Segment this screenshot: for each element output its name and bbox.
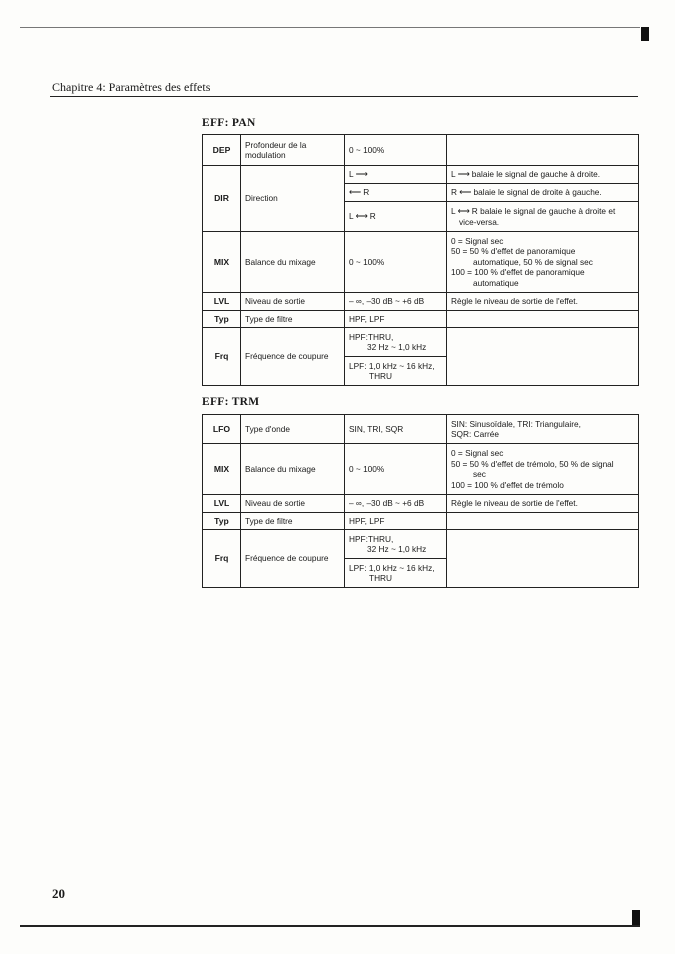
param-abbr: Frq [203,530,241,588]
param-name: Profondeur de la modulation [241,135,345,166]
param-desc: 0 = Signal sec 50 = 50 % d'effet de panoramique automatique, 50 % de signal sec 100 = 100 % d'effet de panoramique automatique [447,232,639,293]
param-range: LPF: 1,0 kHz ~ 16 kHz, THRU [345,357,447,386]
bottom-rule [20,925,640,927]
table-row [203,311,639,328]
param-range: L ⟶ [345,166,447,184]
param-name: Niveau de sortie [241,293,345,311]
table-row [203,166,639,184]
param-range: 0 ~ 100% [345,232,447,293]
param-abbr: DEP [203,135,241,166]
table-row [203,293,639,311]
param-name: Type d'onde [241,415,345,444]
table-row [203,232,639,293]
table-row [203,135,639,166]
param-desc [447,135,639,166]
trm-parameter-table [202,414,639,588]
param-range: L ⟷ R [345,202,447,232]
param-name: Balance du mixage [241,444,345,495]
param-desc [447,513,639,530]
param-range: 0 ~ 100% [345,444,447,495]
table-row [203,530,639,559]
param-name: Fréquence de coupure [241,328,345,386]
param-desc: L ⟶ balaie le signal de gauche à droite. [447,166,639,184]
param-abbr: DIR [203,166,241,232]
top-corner-mark [641,27,649,41]
param-range: 0 ~ 100% [345,135,447,166]
param-name: Direction [241,166,345,232]
param-range: HPF, LPF [345,513,447,530]
param-range: HPF, LPF [345,311,447,328]
bottom-corner-mark [632,910,640,926]
param-range: SIN, TRI, SQR [345,415,447,444]
param-abbr: Frq [203,328,241,386]
param-range: ⟵ R [345,184,447,202]
param-desc [447,530,639,588]
param-desc [447,328,639,386]
param-range: LPF: 1,0 kHz ~ 16 kHz, THRU [345,559,447,588]
table-row [203,328,639,357]
param-name: Type de filtre [241,311,345,328]
param-desc: R ⟵ balaie le signal de droite à gauche. [447,184,639,202]
param-abbr: LVL [203,495,241,513]
chapter-rule [50,96,638,97]
param-abbr: MIX [203,232,241,293]
page-number: 20 [52,886,65,901]
param-desc: Règle le niveau de sortie de l'effet. [447,293,639,311]
param-abbr: Typ [203,513,241,530]
table-row [203,513,639,530]
param-range: HPF:THRU, 32 Hz ~ 1,0 kHz [345,530,447,559]
pan-parameter-table [202,134,639,386]
param-desc: Règle le niveau de sortie de l'effet. [447,495,639,513]
chapter-heading: Chapitre 4: Paramètres des effets [52,80,211,94]
param-name: Balance du mixage [241,232,345,293]
param-abbr: Typ [203,311,241,328]
param-desc: SIN: Sinusoïdale, TRI: Triangulaire, SQR: Carrée [447,415,639,444]
param-desc: 0 = Signal sec 50 = 50 % d'effet de trémolo, 50 % de signal sec 100 = 100 % d'effet de trémolo [447,444,639,495]
param-name: Niveau de sortie [241,495,345,513]
param-name: Type de filtre [241,513,345,530]
param-abbr: LVL [203,293,241,311]
param-abbr: LFO [203,415,241,444]
table-row [203,495,639,513]
top-rule [20,27,640,28]
table-row [203,415,639,444]
param-range: HPF:THRU, 32 Hz ~ 1,0 kHz [345,328,447,357]
param-name: Fréquence de coupure [241,530,345,588]
param-range: – ∞, –30 dB ~ +6 dB [345,495,447,513]
table-row [203,444,639,495]
section-title-trm: EFF: TRM [202,396,260,408]
section-title-pan: EFF: PAN [202,117,256,129]
param-desc: L ⟷ R balaie le signal de gauche à droite et vice-versa. [447,202,639,232]
param-abbr: MIX [203,444,241,495]
param-range: – ∞, –30 dB ~ +6 dB [345,293,447,311]
param-desc [447,311,639,328]
